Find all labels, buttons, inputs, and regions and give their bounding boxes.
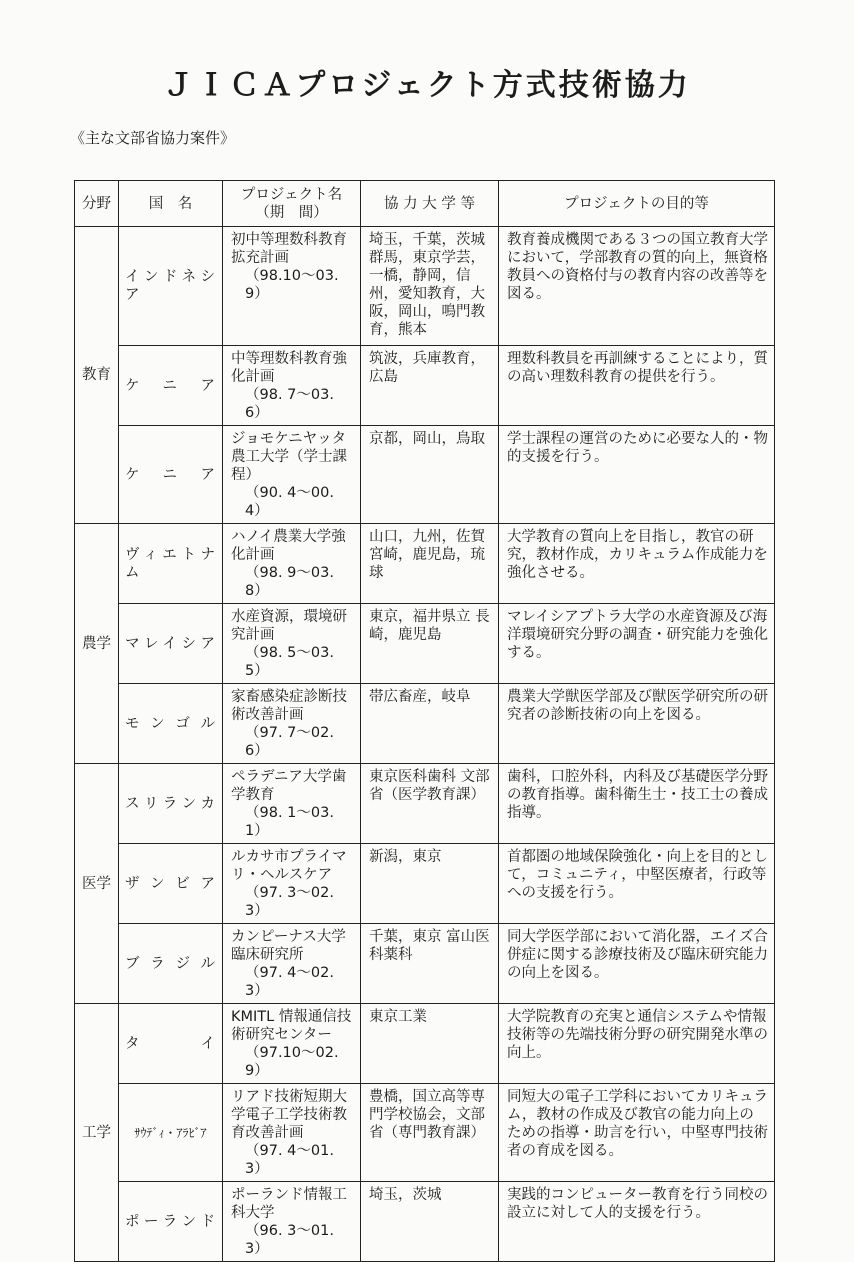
university-cell: 京都，岡山，鳥取: [361, 426, 499, 524]
purpose-cell: 首都圏の地域保険強化・向上を目的として，コミュニティ，中堅医療者，行政等への支援を行う。: [499, 844, 775, 924]
purpose-cell: 農業大学獣医学部及び獣医学研究所の研究者の診断技術の向上を図る。: [499, 684, 775, 764]
projects-table: [74, 180, 775, 1262]
page-title: ＪＩＣＡプロジェクト方式技術協力: [163, 68, 691, 103]
country-cell: マレイシア: [119, 604, 223, 684]
country-cell: インドネシア: [119, 227, 223, 346]
project-name: 水産資源，環境研究計画: [231, 609, 347, 643]
university-cell: 東京，福井県立 長崎，鹿児島: [361, 604, 499, 684]
section-subtitle: 《主な文部省協力案件》: [70, 129, 236, 147]
country-cell: ケニア: [119, 346, 223, 426]
table-row: [75, 684, 775, 764]
project-period: （96. 3〜01. 3）: [245, 1223, 334, 1257]
project-name: 中等理数科教育強化計画: [231, 351, 347, 385]
header-country: 国 名: [119, 181, 223, 227]
header-purpose: プロジェクトの目的等: [499, 181, 775, 227]
university-cell: 東京医科歯科 文部省（医学教育課）: [361, 764, 499, 844]
table-row: [75, 1182, 775, 1262]
header-field: 分野: [75, 181, 119, 227]
university-cell: 東京工業: [361, 1004, 499, 1084]
university-cell: 埼玉，千葉，茨城 群馬，東京学芸，一橋，静岡，信州，愛知教育，大阪，岡山，鳴門教育，熊本: [361, 227, 499, 346]
header-project: [223, 181, 361, 227]
purpose-cell: 大学院教育の充実と通信システムや情報技術等の先端技術分野の研究開発水準の向上。: [499, 1004, 775, 1084]
project-period: （97. 7〜02. 6）: [245, 725, 334, 759]
project-cell: [223, 524, 361, 604]
purpose-cell: 実践的コンピューター教育を行う同校の設立に対して人的支援を行う。: [499, 1182, 775, 1262]
table-row: [75, 764, 775, 844]
project-cell: [223, 604, 361, 684]
header-project-period: （期 間）: [255, 204, 328, 221]
project-period: （98. 5〜03. 5）: [245, 645, 334, 679]
table-row: [75, 524, 775, 604]
project-cell: [223, 227, 361, 346]
project-period: （90. 4〜00. 4）: [245, 485, 334, 519]
purpose-cell: 歯科，口腔外科，内科及び基礎医学分野の教育指導。歯科衛生士・技工士の養成指導。: [499, 764, 775, 844]
university-cell: 山口，九州，佐賀 宮崎，鹿児島，琉球: [361, 524, 499, 604]
project-cell: [223, 684, 361, 764]
table-row: [75, 1004, 775, 1084]
header-project-name: プロジェクト名: [240, 186, 343, 203]
header-row: [75, 181, 775, 227]
table-row: [75, 604, 775, 684]
purpose-cell: 同大学医学部において消化器，エイズ合併症に関する診療技術及び臨床研究能力の向上を図る。: [499, 924, 775, 1004]
project-cell: [223, 924, 361, 1004]
table-row: [75, 426, 775, 524]
field-cell: 医学: [75, 764, 119, 1004]
project-name: 家畜感染症診断技術改善計画: [231, 689, 347, 723]
project-cell: [223, 844, 361, 924]
project-name: 初中等理数科教育拡充計画: [231, 232, 347, 266]
country-cell: ｻｳﾃﾞｨ・ｱﾗﾋﾞｱ: [119, 1084, 223, 1182]
purpose-cell: 教育養成機関である３つの国立教育大学において，学部教育の質的向上，無資格教員への資格付与の教育内容の改善等を図る。: [499, 227, 775, 346]
project-period: （97. 4〜02. 3）: [245, 965, 334, 999]
country-cell: ポーランド: [119, 1182, 223, 1262]
project-name: ルカサ市プライマリ・ヘルスケア: [231, 849, 347, 883]
table-row: [75, 1084, 775, 1182]
header-university: 協 力 大 学 等: [361, 181, 499, 227]
university-cell: 埼玉，茨城: [361, 1182, 499, 1262]
project-period: （98. 9〜03. 8）: [245, 565, 334, 599]
purpose-cell: 学士課程の運営のために必要な人的・物的支援を行う。: [499, 426, 775, 524]
table-row: [75, 346, 775, 426]
project-name: ハノイ農業大学強化計画: [231, 529, 346, 563]
project-name: ペラデニア大学歯学教育: [231, 769, 347, 803]
purpose-cell: 大学教育の質向上を目指し，教官の研究，教材作成，カリキュラム作成能力を強化させる。: [499, 524, 775, 604]
project-cell: [223, 1004, 361, 1084]
project-period: （98.10〜03. 9）: [245, 268, 339, 302]
project-name: カンピーナス大学臨床研究所: [231, 929, 346, 963]
project-name: リアド技術短期大学電子工学技術教育改善計画: [231, 1089, 347, 1141]
purpose-cell: 理数科教員を再訓練することにより，質の高い理数科教育の提供を行う。: [499, 346, 775, 426]
field-cell: 農学: [75, 524, 119, 764]
project-cell: [223, 764, 361, 844]
project-cell: [223, 346, 361, 426]
country-cell: タイ: [119, 1004, 223, 1084]
project-name: KMITL 情報通信技術研究センター: [231, 1009, 352, 1043]
country-cell: ザンビア: [119, 844, 223, 924]
project-name: ジョモケニヤッタ農工大学（学士課程）: [231, 431, 347, 483]
purpose-cell: 同短大の電子工学科においてカリキュラム，教材の作成及び教官の能力向上のための指導・助言を行い，中堅専門技術者の育成を図る。: [499, 1084, 775, 1182]
country-cell: ブラジル: [119, 924, 223, 1004]
table-row: [75, 924, 775, 1004]
university-cell: 豊橋，国立高等専門学校協会，文部省（専門教育課）: [361, 1084, 499, 1182]
project-cell: [223, 1182, 361, 1262]
field-cell: 教育: [75, 227, 119, 524]
project-cell: [223, 426, 361, 524]
university-cell: 千葉，東京 富山医科薬科: [361, 924, 499, 1004]
project-period: （98. 1〜03. 1）: [245, 805, 334, 839]
project-name: ポーランド情報工科大学: [231, 1187, 347, 1221]
university-cell: 帯広畜産，岐阜: [361, 684, 499, 764]
project-period: （97. 3〜02. 3）: [245, 885, 334, 919]
project-period: （97.10〜02. 9）: [245, 1045, 339, 1079]
country-cell: ケニア: [119, 426, 223, 524]
country-cell: ヴィエトナム: [119, 524, 223, 604]
table-row: [75, 844, 775, 924]
country-cell: スリランカ: [119, 764, 223, 844]
university-cell: 筑波，兵庫教育，広島: [361, 346, 499, 426]
university-cell: 新潟，東京: [361, 844, 499, 924]
country-cell: モンゴル: [119, 684, 223, 764]
project-period: （98. 7〜03. 6）: [245, 387, 334, 421]
purpose-cell: マレイシアプトラ大学の水産資源及び海洋環境研究分野の調査・研究能力を強化する。: [499, 604, 775, 684]
table-row: [75, 227, 775, 346]
project-period: （97. 4〜01. 3）: [245, 1143, 334, 1177]
project-cell: [223, 1084, 361, 1182]
field-cell: 工学: [75, 1004, 119, 1262]
